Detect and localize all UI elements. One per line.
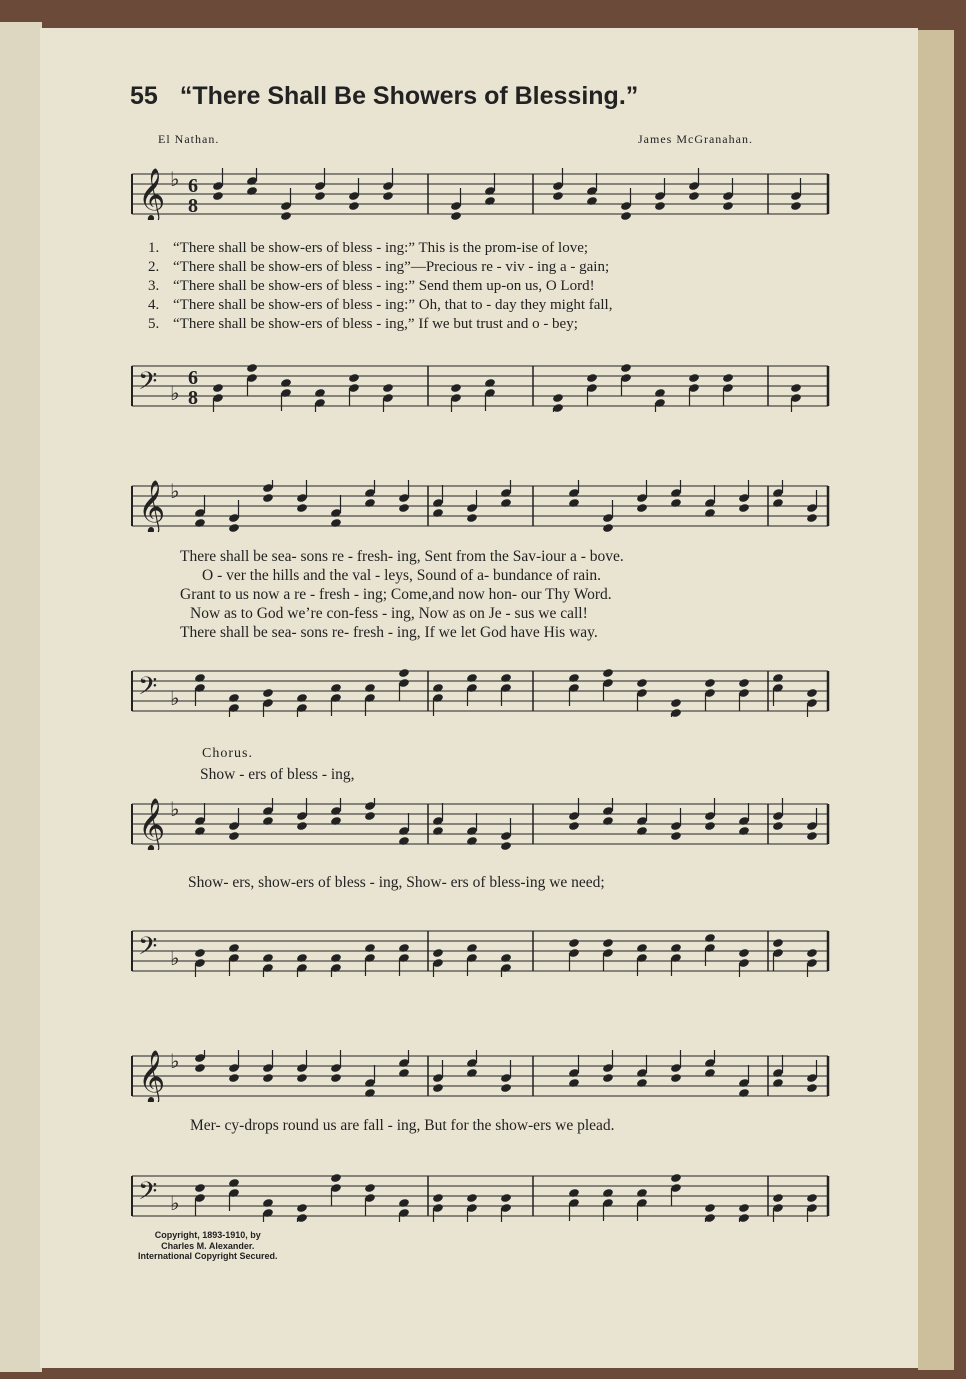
- treble-clef-icon: 𝄞: [138, 1050, 166, 1102]
- verse-line-2: [148, 259, 609, 276]
- bass-clef-icon: 𝄢: [138, 1177, 158, 1212]
- bass-clef-icon: 𝄢: [138, 367, 158, 402]
- key-flat-icon: ♭: [170, 686, 180, 710]
- treble-staff-3: [128, 798, 833, 850]
- verse2-line-3: Grant to us now a re - fresh - ing; Come,and now hon- our Thy Word.: [180, 586, 612, 603]
- verse-number-1: 1.: [148, 240, 160, 256]
- verse-text-3: “There shall be show-ers of bless - ing:” Send them up-on us, O Lord!: [173, 278, 595, 294]
- treble-clef-icon: 𝄞: [138, 168, 166, 220]
- key-flat-icon: ♭: [170, 798, 180, 821]
- key-flat-icon: ♭: [170, 946, 180, 970]
- key-flat-icon: ♭: [170, 168, 180, 191]
- staff-lines: [132, 931, 828, 971]
- bass-staff-3: [128, 925, 833, 977]
- copyright-notice: [138, 1230, 278, 1262]
- hymn-title: “There Shall Be Showers of Blessing.”: [179, 82, 639, 110]
- verse-line-5: [148, 316, 578, 333]
- verse2-line-5: There shall be sea- sons re- fresh - ing, If we let God have His way.: [180, 624, 598, 641]
- note-heads: [194, 1173, 818, 1222]
- treble-staff-2: [128, 480, 833, 532]
- chorus-heading: Chorus.: [202, 746, 253, 761]
- book-page-stack: [918, 30, 954, 1370]
- verse2-line-4: Now as to God we’re con-fess - ing, Now as on Je - sus we call!: [190, 605, 588, 622]
- verse-text-5: “There shall be show-ers of bless - ing,” If we but trust and o - bey;: [173, 316, 578, 332]
- verse-number-5: 5.: [148, 316, 160, 332]
- verse-text-4: “There shall be show-ers of bless - ing:” Oh, that to - day they might fall,: [173, 297, 613, 313]
- time-signature-bottom: 8: [188, 195, 198, 217]
- hymn-title-line: [130, 82, 638, 111]
- copyright-line-2: Charles M. Alexander.: [161, 1240, 255, 1251]
- time-signature-bottom: 8: [188, 387, 198, 409]
- key-flat-icon: ♭: [170, 1191, 180, 1215]
- chorus-line-1: Show - ers of bless - ing,: [200, 766, 355, 783]
- copyright-line-3: International Copyright Secured.: [138, 1251, 278, 1261]
- treble-staff-1: [128, 168, 833, 220]
- key-flat-icon: ♭: [170, 381, 180, 405]
- treble-clef-icon: 𝄞: [138, 798, 166, 850]
- verse-text-2: “There shall be show-ers of bless - ing”—Precious re - viv - ing a - gain;: [173, 259, 610, 275]
- time-signature-top: 6: [188, 367, 198, 389]
- bass-staff-1: [128, 360, 833, 412]
- verse-line-1: [148, 240, 588, 257]
- verse2-line-1: There shall be sea- sons re - fresh- ing, Sent from the Sav-iour a - bove.: [180, 548, 624, 565]
- verse-number-3: 3.: [148, 278, 160, 294]
- note-heads: [194, 933, 818, 977]
- key-flat-icon: ♭: [170, 480, 180, 503]
- note-heads: [194, 668, 818, 717]
- chorus-line-3: Mer- cy-drops round us are fall - ing, But for the show-ers we plead.: [190, 1117, 615, 1134]
- verse-number-2: 2.: [148, 259, 160, 275]
- time-signature-top: 6: [188, 175, 198, 197]
- verse-line-3: [148, 278, 595, 295]
- note-heads: [194, 1050, 818, 1098]
- verse-line-4: [148, 297, 612, 314]
- treble-clef-icon: 𝄞: [138, 480, 166, 532]
- verse-text-1: “There shall be show-ers of bless - ing:” This is the prom-ise of love;: [173, 240, 589, 256]
- bass-staff-2: [128, 665, 833, 717]
- bass-clef-icon: 𝄢: [138, 672, 158, 707]
- verse-number-4: 4.: [148, 297, 160, 313]
- book-left-page-edge: [0, 22, 42, 1372]
- composer-credit: James McGranahan.: [638, 132, 753, 146]
- key-flat-icon: ♭: [170, 1050, 180, 1073]
- treble-staff-4: [128, 1050, 833, 1102]
- verse2-line-2: O - ver the hills and the val - leys, Sound of a- bundance of rain.: [202, 567, 602, 584]
- bass-clef-icon: 𝄢: [138, 932, 158, 967]
- hymn-number: 55: [130, 82, 158, 110]
- lyricist-credit: El Nathan.: [158, 132, 220, 146]
- bass-staff-4: [128, 1170, 833, 1222]
- copyright-line-1: Copyright, 1893-1910, by: [154, 1230, 261, 1240]
- note-heads: [212, 363, 802, 412]
- chorus-line-2: Show- ers, show-ers of bless - ing, Show- ers of bless-ing we need;: [188, 874, 605, 891]
